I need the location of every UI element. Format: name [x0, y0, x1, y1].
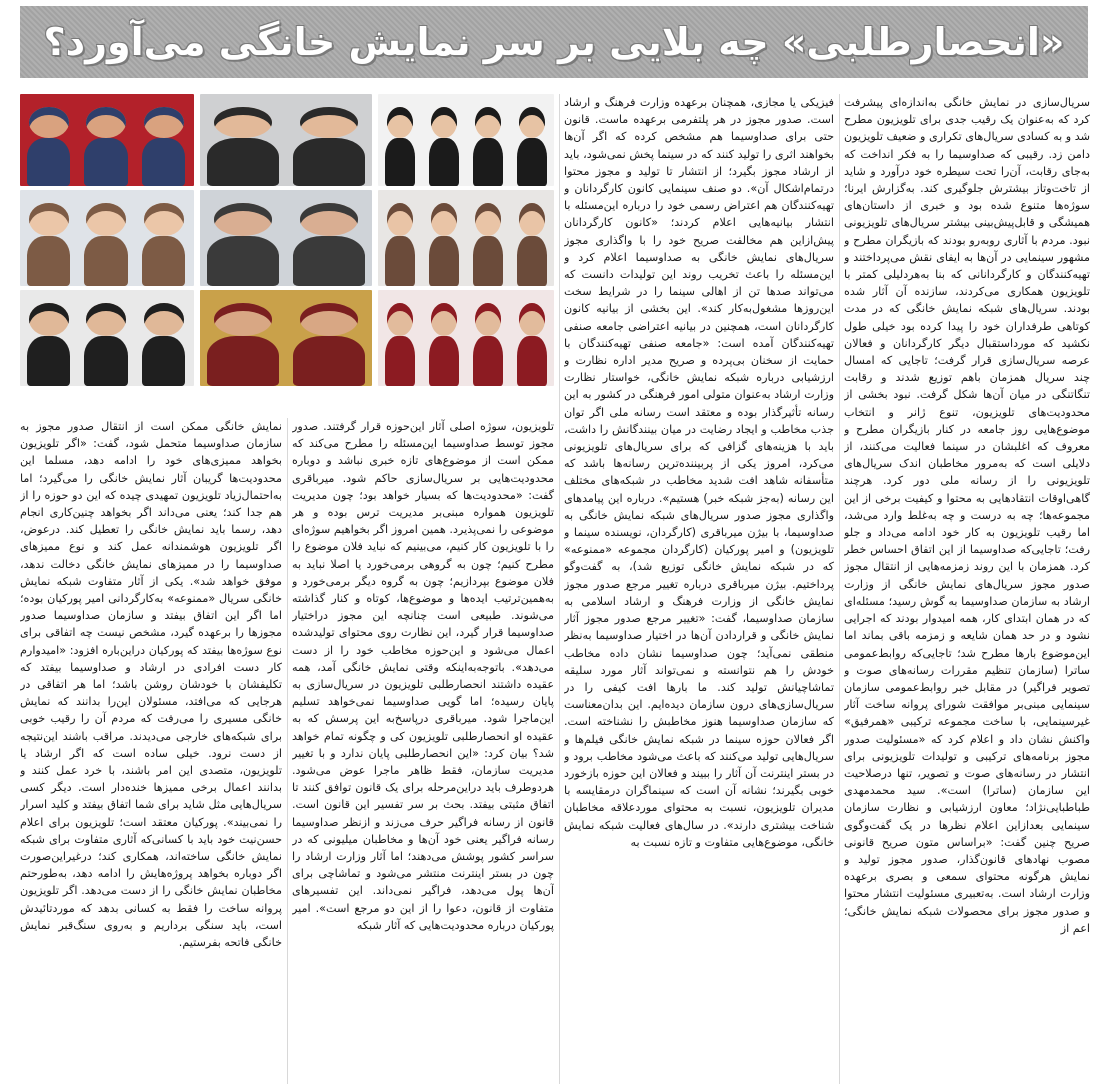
photo-woman-headscarf — [378, 190, 554, 286]
person-face — [86, 303, 126, 336]
person-face — [144, 203, 184, 236]
person-figure — [84, 138, 128, 186]
article-column-3: تلویزیون، سوژه اصلی آثار این‌حوزه قرار گرفتند. صدور مجوز توسط صداوسیما این‌مسئله را مطرح می‌کند که ممکن است از موضوع‌های تازه خبری نباشد و دوباره محدودیت‌هایی بر سریال‌سازی حاکم شود. میرباقری گفت: «محدودیت‌ها که بسیار خواهد بود؛ چون مدیریت تلویزیون همواره مبنی‌بر مدیریت ترس بوده و هر موضوعی را نمی‌پذیرد. همین امروز اگر بخواهیم سوژه‌ای را با تلویزیون کار کنیم، می‌بینیم که نباید فلان موضوع را مطرح کنیم؛ چون به گروهی برمی‌خورد یا اصلا نباید به فلان موضوع بپردازیم؛ چون به گروه دیگر برمی‌خورد و به‌همین‌ترتیب ایده‌ها و موضوع‌ها، کوتاه و کنار گذاشته می‌شوند. طبیعی است چنانچه این مجوز دراختیار صداوسیما قرار گیرد، این نظارت روی محتوای تولیدشده اعمال می‌شود و این‌حوزه مخاطب خود را از دست می‌دهد». باتوجه‌به‌اینکه وقتی نمایش خانگی آمد، همه عقیده داشتند انحصارطلبی تلویزیون در سریال‌سازی به پایان رسیده؛ اما گویی صداوسیما نمی‌خواهد تسلیم این‌ماجرا شود. میرباقری درپاسخ‌به این پرسش که به عقیده او انحصارطلبی تلویزیون کی و چگونه تمام خواهد شد؟ بیان کرد: «این انحصارطلبی پایان ندارد و با تغییر مدیریت سازمان، فقط ظاهر ماجرا عوض می‌شود. هردوطرف باید دراین‌مرحله برای یک قانون توافق کنند تا اتفاق مثبتی بیفتد. بحث بر سر تفسیر این قانون است. قانون از رسانه فراگیر حرف می‌زند و ازنظر صداوسیما رسانه فراگیر یعنی خود آن‌ها و مخاطبان میلیونی که در سراسر کشور پوشش می‌دهند؛ اما آثار وزارت ارشاد را چون در بستر اینترنت منتشر می‌شود و تماشاچی برای آن‌ها پول می‌دهد، فراگیر نمی‌داند. این تفسیرهای متفاوت از قانون، دعوا را از این دو مرجع است». امیر پورکیان درباره محدودیت‌هایی که آثار شبکه — [292, 420, 554, 932]
person-face — [144, 107, 184, 138]
person-face — [214, 303, 272, 336]
person-figure — [385, 336, 415, 386]
person-face — [29, 303, 69, 336]
person-face — [387, 303, 413, 336]
person-face — [475, 303, 501, 336]
person-face — [214, 203, 272, 236]
person-figure — [27, 236, 71, 286]
person-face — [475, 203, 501, 236]
photo-comedy-cast-red — [20, 94, 194, 186]
person-face — [519, 107, 545, 138]
person-face — [300, 107, 358, 138]
person-figure — [517, 236, 547, 286]
photo-collage — [20, 94, 554, 386]
person-figure — [473, 336, 503, 386]
person-figure — [429, 336, 459, 386]
photo-trio-dark — [20, 290, 194, 386]
person-figure — [207, 336, 279, 386]
person-face — [387, 107, 413, 138]
person-figure — [293, 138, 365, 186]
person-face — [300, 203, 358, 236]
photo-woman-portrait — [20, 190, 194, 286]
photo-man-portrait — [200, 190, 372, 286]
person-figure — [517, 138, 547, 186]
column-divider — [839, 94, 840, 1084]
column-divider — [287, 418, 288, 1084]
person-figure — [517, 336, 547, 386]
person-figure — [473, 138, 503, 186]
article-column-4: نمایش خانگی ممکن است از انتقال صدور مجوز به سازمان صداوسیما متحمل شود، گفت: «اگر تلویزیون بخواهد ممیزی‌های خود را ادامه دهد، مسلما این محدودیت‌ها گریبان آثار نمایش خانگی را می‌گیرد؛ اما به‌احتمال‌زیاد تلویزیون تمهیدی چیده که این دو حوزه را از هم جدا کند؛ یعنی می‌داند اگر بخواهد چنین‌کاری انجام دهد، رسما باید نمایش خانگی را تعطیل کند. درعوض، اگر تلویزیون هوشمندانه عمل کند و نوع ممیزهای صداوسیما را در ممیزهای نمایش خانگی دخالت ندهد، موفق خواهد شد». یکی از آثار متفاوت شبکه نمایش خانگی سریال «ممنوعه» به‌کارگردانی امیر پورکیان بوده؛ اما اگر این اتفاق بیفتد و سازمان صداوسیما صدور مجوزها را برعهده گیرد، مشخص نیست چه اتفاقی برای نوع سوژه‌ها بیفتد که پورکیان دراین‌باره افزود: «امیدوارم کار دست افرادی در ارشاد و صداوسیما بیفتد که تکلیفشان با خودشان روشن باشد؛ اما هر اتفاقی در هرجایی که می‌افتد، مسئولان این‌را بدانند که نمایش خانگی مسیری را می‌رفت که مردم آن را رقیب خوبی برای شبکه‌های خارجی می‌دیدند. مراقب باشند این‌نتیجه از دست نرود. خیلی ساده است که اگر ارشاد یا تلویزیون، متصدی این امر باشند، با خرد عمل کنند و بدانند اعمال برخی ممیزها خنده‌دار است. دیگر کسی سریال‌هایی مثل شاید برای شما اتفاق بیفتد و کلید اسرار را نمی‌بیند». پورکیان معتقد است؛ تلویزیون برای اعلام حسن‌نیت خود باید با کسانی‌که آثاری متفاوت برای شبکه نمایش خانگی ساخته‌اند، همکاری کند؛ درغیراین‌صورت اگر دوباره بخواهد پروژه‌هایش را ادامه دهد، به‌طورحتم مخاطبان نمایش خانگی را از دست می‌دهد. اگر تلویزیون پروانه ساخت را فقط به کسانی بدهد که موردتائیدش است، باید سنگی برداریم و به‌روی سنگ‌قبر نمایش خانگی فاتحه بفرستیم. — [20, 420, 282, 950]
person-figure — [84, 336, 128, 386]
person-face — [29, 203, 69, 236]
person-figure — [142, 138, 186, 186]
person-figure — [142, 236, 186, 286]
person-figure — [429, 236, 459, 286]
person-figure — [142, 336, 186, 386]
person-face — [214, 107, 272, 138]
person-face — [86, 203, 126, 236]
person-figure — [473, 236, 503, 286]
photo-cast-black-costumes — [378, 94, 554, 186]
person-face — [431, 303, 457, 336]
photo-closeup-faces — [200, 94, 372, 186]
person-face — [144, 303, 184, 336]
person-face — [300, 303, 358, 336]
photo-period-cast — [200, 290, 372, 386]
person-face — [475, 107, 501, 138]
person-figure — [293, 336, 365, 386]
person-face — [431, 203, 457, 236]
person-face — [29, 107, 69, 138]
person-face — [387, 203, 413, 236]
person-figure — [429, 138, 459, 186]
person-figure — [27, 336, 71, 386]
headline-title: «انحصار‌طلبی» چه بلایی بر سر نمایش خانگی می‌آورد؟ — [43, 20, 1065, 64]
person-figure — [293, 236, 365, 286]
article-column-2: فیزیکی یا مجازی، همچنان برعهده وزارت فرهنگ و ارشاد است. صدور مجوز در هر پلتفرمی برعهده ماست. قانون حتی برای صداوسیما هم مشخص کرده که اگر آن‌ها بخواهند اثری را تولید کنند که در سینما پخش نمی‌شود، باید از ارشاد مجوز بگیرد؛ از انتشار تا تولید و مجوز محتوا درتمام‌اشکال آن». دو صنف سینمایی کانون کارگردانان و تهیه‌کنندگان هم اعتراض رسمی خود را درباره این‌مسئله با انتشار بیانیه‌هایی اعلام کردند؛ «کانون کارگردانان پیش‌ازاین هم مخالفت صریح خود را با واگذاری مجوز سریال‌های نمایش خانگی به صداوسیما اعلام کرد و این‌مسئله را باعث تخریب روند این تولیدات دانست که می‌تواند صدها تن از اهالی سینما را در شرایط سخت این‌روزها مشغول‌به‌کار کند». این بخشی از بیانیه کانون کارگردانان است، همچنین در بیانیه اعتراضی جامعه صنفی تهیه‌کنندگان آمده است: «جامعه صنفی تهیه‌کنندگان با حمایت از سخنان بی‌پرده و صریح مدیر اداره نظارت و ارزشیابی درباره شبکه نمایش خانگی، خواستار نظارت وزارت ارشاد به‌عنوان متولی امور فرهنگی در کشور به این رسانه تأثیرگذار بوده و معتقد است رسانه ملی اگر توان جذب مخاطب و ایجاد رضایت در میان بینندگانش را داشت، باید با هزینه‌های گزافی که برای سریال‌های تلویزیونی می‌کرد، امروز یکی از پربیننده‌ترین رسانه‌ها باشد که متأسفانه شاهد افت شدید مخاطب در شبکه‌های مختلف این رسانه (به‌جز شبکه خبر) هستیم». درباره این پیامدهای واگذاری مجوز صدور سریال‌های شبکه نمایش خانگی به صداوسیما، با بیژن میرباقری (کارگردان، نویسنده سینما و تلویزیون) و امیر پورکیان (کارگردان مجموعه «ممنوعه» که در شبکه نمایش خانگی توزیع شد)، به گفت‌وگو پرداختیم. بیژن میرباقری درباره تغییر مرجع صدور مجوز نمایش خانگی از وزارت فرهنگ و ارشاد اسلامی به سازمان صداوسیما، گفت: «تغییر مرجع صدور مجوز آثار نمایش خانگی و قراردادن آن‌ها در اختیار صداوسیما به‌نظر منطقی نمی‌آید؛ چون صداوسیما نشان داده مخاطب خودش را هم نتوانسته و نمی‌تواند آثار مورد سلیقه تماشاچیانش تولید کند. ما بارها افت کیفی را در سریال‌سازی‌های درون سازمان دیده‌ایم. این بدان‌معناست که سازمان صداوسیما هنوز مخاطبش را نشناخته است. اگر فعالان حوزه سینما در شبکه نمایش خانگی فیلم‌ها و سریال‌هایی تولید می‌کنند که باعث می‌شود مخاطب برود و در بستر اینترنت آن آثار را ببیند و فعالان این حوزه بازخورد خوبی بگیرند؛ نشانه آن است که سینماگران درمقایسه با مدیران تلویزیون، نسبت به محتوای موردعلاقه مخاطبان شناخت بیشتری دارند». در سال‌های فعالیت شبکه نمایش خانگی، موضوع‌هایی متفاوت و تازه نسبت به — [564, 96, 834, 849]
person-face — [519, 303, 545, 336]
person-face — [519, 203, 545, 236]
person-figure — [207, 138, 279, 186]
article-column-1: سریال‌سازی در نمایش خانگی به‌اندازه‌ای پیشرفت کرد که به‌عنوان یک رقیب جدی برای تلویزیون مطرح شد و به کسادی سریال‌های تکراری و ضعیف تلویزیون دامن زد. رقیبی که صداوسیما را به فکر انداخت که به‌جای رقابت، آن‌را تحت سیطره خود درآورد و شاید از تاخت‌وتاز بیشترش جلوگیری کند. به‌گزارش ایرنا؛ سوژه‌ها متنوع شده بود و خبری از داستان‌های همیشگی و قابل‌پیش‌بینی بیشتر سریال‌های تلویزیونی نبود. مردم با آثاری روبه‌رو بودند که بازیگران مطرح و مشهور سینمایی در آن‌ها به ایفای نقش می‌پرداختند و تهیه‌کنندگان و کارگردانانی که بنا به‌هردلیلی کمتر با تلویزیون همکاری می‌کردند، سازنده آن آثار شده بودند. سریال‌های شبکه نمایش خانگی که در مدت کوتاهی طرفداران خود را پیدا کرده بود خیلی طول نکشید که مورداستقبال دیگر کارگردانان و فعالان عرصه سریال‌سازی قرار گرفت؛ تاجایی که امسال چند سریال همزمان باهم توزیع شدند و رقابت تنگاتنگی در میان آن‌ها شکل گرفت. نبود بخشی از محدودیت‌های تلویزیون، تنوع ژانر و انتخاب موضوع‌هایی روز جامعه در کنار بازیگران مطرح و معروف که اغلبشان در سینما فعالیت می‌کنند، از دلایلی است که به‌مرور مخاطبان اندک سریال‌های تلویزیونی را از رسانه ملی دور کرد. هرچند گاهی‌اوقات انتقادهایی به محتوا و کیفیت برخی از این مجموعه‌ها؛ چه به درست و چه به‌غلط وارد می‌شد، اما رقیب تلویزیون به کار خود ادامه می‌داد و جلو رفت؛ تاجایی‌که صداوسیما از این اتفاق احساس خطر کرد. همزمان با این روند زمزمه‌هایی از انتقال مجوز صدور مجوز سریال‌های نمایش خانگی از وزارت ارشاد به سازمان صداوسیما به گوش رسید؛ مسئله‌ای که در همان ابتدای کار، همه امیدوار بودند که اجرایی نشود و در حد همان شایعه و زمزمه باقی بماند اما این‌موضوع بارها مطرح شد؛ تاجایی‌که روابط‌عمومی ساترا (سازمان تنظیم مقررات رسانه‌های صوت و تصویر فراگیر) در مقابل خبر روابط‌عمومی سازمان سینمایی مبنی‌بر موافقت شورای پروانه ساخت آثار غیرسینمایی، با ساخت مجموعه ترکیبی «همرفیق» واکنش نشان داد و اعلام کرد که «مسئولیت صدور مجوز برنامه‌های ترکیبی و تولیدات تلویزیونی برای انتشار در رسانه‌های صوت و تصویر، تنها درصلاحیت این سازمان (ساترا) است». سید محمدمهدی طباطبایی‌نژاد؛ معاون ارزشیابی و نظارت سازمان سینمایی بعدازاین اعلام نظرها در یک گفت‌وگوی صریح چنین گفت: «براساس متون صریح قانونی مصوب نهادهای قانون‌گذار، صدور مجوز تولید و نمایش هرگونه محتوای سمعی و بصری برعهده وزارت ارشاد است. به‌تعبیری مسئولیت انتشار محتوا و صدور مجوز برای محصولات شبکه نمایش خانگی؛ اعم از — [844, 96, 1090, 935]
person-face — [86, 107, 126, 138]
person-figure — [385, 236, 415, 286]
person-figure — [27, 138, 71, 186]
person-figure — [207, 236, 279, 286]
person-face — [431, 107, 457, 138]
headline-banner — [20, 6, 1088, 78]
person-figure — [385, 138, 415, 186]
photo-trio-red — [378, 290, 554, 386]
column-divider — [559, 94, 560, 1084]
person-figure — [84, 236, 128, 286]
